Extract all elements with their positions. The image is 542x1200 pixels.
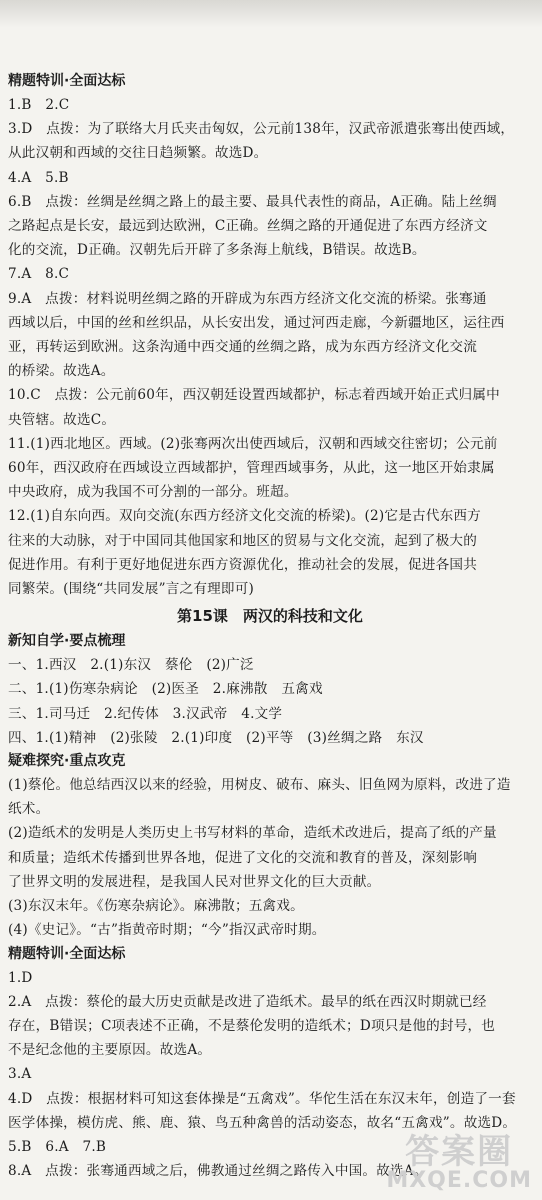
- scan-top-shadow: [0, 0, 542, 28]
- answer-line: 一、1.西汉 2.(1)东汉 蔡伦 (2)广泛: [8, 657, 254, 674]
- answer-line: 了世界文明的发展进程，是我国人民对世界文化的巨大贡献。: [8, 873, 381, 890]
- answer-line: 7.A 8.C: [8, 266, 70, 283]
- answer-line: 1.B 2.C: [8, 97, 70, 113]
- answer-line: 从此汉朝和西域的交往日趋频繁。故选D。: [8, 145, 268, 162]
- answer-line: (2)造纸术的发明是人类历史上书写材料的革命，造纸术改进后，提高了纸的产量: [8, 825, 497, 842]
- answer-line: 医学体操，模仿虎、熊、鹿、猿、鸟五种禽兽的活动姿态，故名“五禽戏”。故选D。: [8, 1114, 517, 1131]
- section-3-answers: [8, 773, 532, 942]
- section-title-self-study: 新知自学·要点梳理: [8, 633, 126, 650]
- answer-line: 8.A 点拨：张骞通西域之后，佛教通过丝绸之路传入中国。故选A。: [8, 1163, 428, 1180]
- answer-line: 11.(1)西北地区。西域。(2)张骞两次出使西域后，汉朝和西域交往密切；公元前: [8, 435, 498, 452]
- answer-line: 纸术。: [8, 801, 50, 818]
- answer-line: 60年，西汉政府在西域设立西域都护，管理西域事务，从此，这一地区开始隶属: [8, 460, 495, 477]
- answer-line: 亚，再转运到欧洲。这条沟通中西交通的丝绸之路，成为东西方经济文化交流: [8, 339, 477, 356]
- answer-line: 央管辖。故选C。: [8, 411, 116, 428]
- answer-line: 促进作用。有利于更好地促进东西方资源优化，推动社会的发展，促进各国共: [8, 556, 477, 573]
- answer-line: (3)东汉末年。《伤寒杂病论》。麻沸散；五禽戏。: [8, 898, 304, 915]
- watermark-logo: [386, 1134, 532, 1192]
- answer-line: 3.A: [8, 1066, 32, 1083]
- answer-line: 4.A 5.B: [8, 169, 69, 186]
- answer-line: 三、1.司马迁 2.纪传体 3.汉武帝 4.文学: [8, 705, 283, 722]
- watermark-url: MXQE.COM: [386, 1168, 532, 1193]
- answer-line: 往来的大动脉，对于中国同其他国家和地区的贸易与文化交流，起到了极大的: [8, 532, 477, 549]
- answer-line: 3.D 点拨：为了联络大月氏夹击匈奴，公元前138年，汉武帝派遣张骞出使西域，: [8, 121, 515, 138]
- answer-line: 和质量；造纸术传播到世界各地，促进了文化的交流和教育的普及，深刻影响: [8, 849, 477, 866]
- answer-line: 1.D: [8, 969, 33, 986]
- answer-line: 4.D 点拨：根据材料可知这套体操是“五禽戏”。华佗生活在东汉末年，创造了一套: [8, 1090, 516, 1107]
- answer-line: 12.(1)自东向西。双向交流(东西方经济文化交流的桥梁)。(2)它是古代东西方: [8, 508, 481, 525]
- answer-line: (4)《史记》。“古”指黄帝时期；“今”指汉武帝时期。: [8, 922, 326, 939]
- answer-line: 2.A 点拨：蔡伦的最大历史贡献是改进了造纸术。最早的纸在西汉时期就已经: [8, 993, 487, 1010]
- answer-content: [8, 70, 532, 1183]
- section-title-training-2: 精题特训·全面达标: [8, 945, 126, 962]
- answer-line: 不是纪念他的主要原因。故选A。: [8, 1042, 212, 1059]
- answer-line: 10.C 点拨：公元前60年，西汉朝廷设置西域都护，标志着西域开始正式归属中: [8, 387, 500, 404]
- answer-line: 四、1.(1)精神 (2)张陵 2.(1)印度 (2)平等 (3)丝绸之路 东汉: [8, 729, 424, 746]
- lesson-title: 第15课 两汉的科技和文化: [177, 607, 363, 626]
- answer-line: 存在，B错误；C项表述不正确，不是蔡伦发明的造纸术；D项只是他的封号，也: [8, 1017, 496, 1034]
- watermark-logo-text: 答案圈: [405, 1132, 514, 1172]
- answer-line: 5.B 6.A 7.B: [8, 1138, 107, 1155]
- answer-line: 9.A 点拨：材料说明丝绸之路的开辟成为东西方经济文化交流的桥梁。张骞通: [8, 290, 487, 307]
- answer-line: 中央政府，成为我国不可分割的一部分。班超。: [8, 484, 298, 501]
- answer-line: 的桥梁。故选A。: [8, 363, 115, 380]
- answer-line: (1)蔡伦。他总结西汉以来的经验，用树皮、破布、麻头、旧鱼网为原料，改进了造: [8, 777, 511, 794]
- section-1-answers: [8, 93, 532, 601]
- answer-line: 6.B 点拨：丝绸是丝绸之路上的最主要、最具代表性的商品，A正确。陆上丝绸: [8, 193, 497, 210]
- answer-line: 二、1.(1)伤寒杂病论 (2)医圣 2.麻沸散 五禽戏: [8, 681, 323, 698]
- answer-line: 同繁荣。(围绕“共同发展”言之有理即可): [8, 581, 255, 598]
- section-2-answers: [8, 653, 532, 750]
- answer-line: 化的交流，D正确。汉朝先后开辟了多条海上航线，B错误。故选B。: [8, 242, 426, 259]
- section-title-training-1: 精题特训·全面达标: [8, 73, 126, 89]
- answer-line: 之路起点是长安，最远到达欧洲，C正确。丝绸之路的开通促进了东西方经济文: [8, 218, 488, 235]
- answer-line: 西域以后，中国的丝和丝织品，从长安出发，通过河西走廊，今新疆地区，运往西: [8, 314, 505, 331]
- section-title-inquiry: 疑难探究·重点攻克: [8, 753, 126, 770]
